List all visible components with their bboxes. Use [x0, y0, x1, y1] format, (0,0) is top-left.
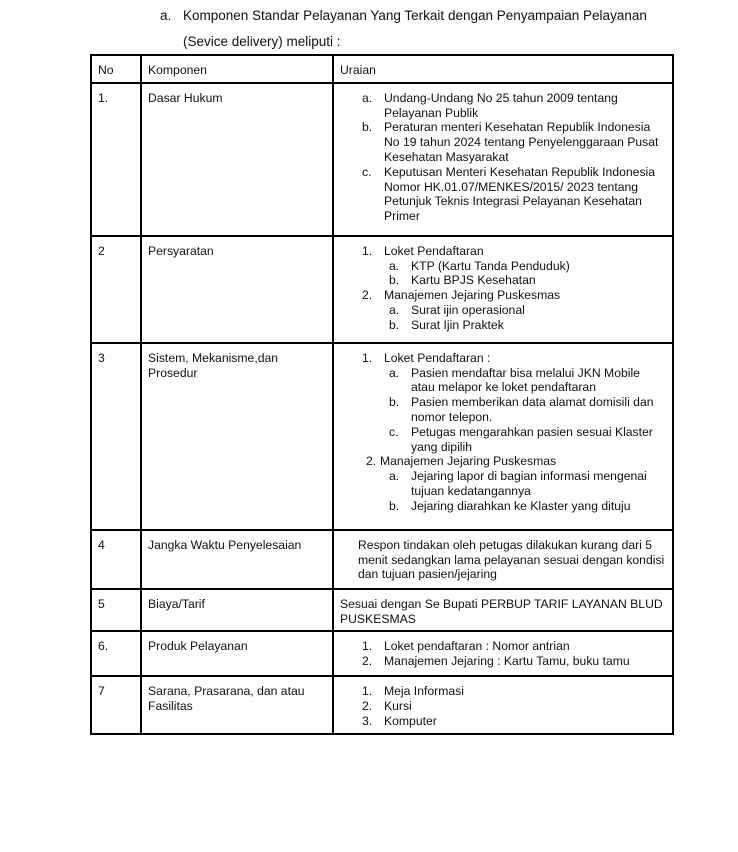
list-text: Loket pendaftaran : Nomor antrian [384, 639, 570, 654]
list-marker: a. [389, 302, 400, 317]
cell-no: 7 [91, 676, 141, 733]
cell-komponen: Sarana, Prasarana, dan atau Fasilitas [141, 676, 333, 733]
list-marker: b. [362, 120, 373, 135]
list-marker: 3. [362, 713, 373, 728]
list-item [340, 654, 666, 669]
list-text: Surat ijin operasional [411, 302, 525, 317]
cell-no: 1. [91, 83, 141, 236]
table-row [91, 343, 673, 530]
cell-uraian [333, 676, 673, 733]
table-header-row [91, 55, 673, 83]
cell-komponen: Persyaratan [141, 236, 333, 343]
list-marker: 2. [366, 454, 377, 469]
list-marker: 2. [362, 654, 373, 669]
list-text: Manajemen Jejaring Puskesmas [380, 454, 557, 469]
standar-pelayanan-table [90, 54, 674, 735]
table-row [91, 530, 673, 589]
list-text: Keputusan Menteri Kesehatan Republik Indonesia Nomor HK.01.07/MENKES/2015/ 2023 tentang Petunjuk Teknis Integrasi Pelayanan Kesehatan Primer [384, 164, 656, 224]
cell-komponen: Sistem, Mekanisme,dan Prosedur [141, 343, 333, 530]
list-item [340, 165, 666, 224]
list-text: KTP (Kartu Tanda Penduduk) [411, 258, 570, 273]
list-text: Meja Informasi [384, 684, 464, 699]
intro-marker: a. [160, 8, 172, 23]
list-item [340, 351, 666, 366]
table-row [91, 83, 673, 236]
list-item [340, 699, 666, 714]
sub-list-item [340, 303, 666, 318]
cell-uraian [333, 83, 673, 236]
table-row [91, 589, 673, 632]
table-row [91, 236, 673, 343]
cell-uraian [333, 589, 673, 632]
uraian-text: Sesuai dengan Se Bupati PERBUP TARIF LAYANAN BLUD PUSKESMAS [340, 596, 663, 626]
sub-list-item [340, 366, 666, 396]
list-marker: a. [389, 365, 400, 380]
cell-no: 4 [91, 530, 141, 589]
list-text: Surat Ijin Praktek [411, 317, 504, 332]
cell-uraian [333, 631, 673, 676]
list-marker: b. [389, 498, 400, 513]
cell-komponen: Biaya/Tarif [141, 589, 333, 632]
intro-text-1: Komponen Standar Pelayanan Yang Terkait dengan Penyampaian Pelayanan [183, 8, 647, 23]
intro-line-2: (Sevice delivery) meliputi : [183, 34, 341, 49]
uraian-text: Respon tindakan oleh petugas dilakukan kurang dari 5 menit sedangkan lama pelayanan sesuai dengan kondisi dan tujuan pasien/jejaring [358, 537, 665, 582]
sub-list-item [340, 469, 666, 499]
cell-uraian [333, 343, 673, 530]
list-text: Pasien memberikan data alamat domisili dan nomor telepon. [411, 395, 654, 424]
list-marker: b. [389, 395, 400, 410]
list-marker: a. [389, 469, 400, 484]
list-text: Komputer [384, 713, 437, 728]
list-marker: 1. [362, 639, 373, 654]
list-marker: 2. [362, 288, 373, 303]
header-no: No [91, 55, 141, 83]
list-text: Jejaring diarahkan ke Klaster yang dituju [411, 498, 631, 513]
intro-heading [160, 5, 720, 53]
list-marker: 1. [362, 350, 373, 365]
cell-no: 5 [91, 589, 141, 632]
sub-list-item [340, 395, 666, 425]
list-item [340, 288, 666, 303]
list-item [340, 91, 666, 121]
header-komponen: Komponen [141, 55, 333, 83]
list-text: Pasien mendaftar bisa melalui JKN Mobile atau melapor ke loket pendaftaran [411, 365, 640, 395]
list-marker: 1. [362, 684, 373, 699]
cell-no: 2 [91, 236, 141, 343]
intro-line-1 [160, 5, 720, 27]
list-text: Jejaring lapor di bagian informasi mengenai tujuan kedatangannya [411, 469, 647, 498]
list-text: Kursi [384, 699, 412, 714]
sub-list-item [340, 273, 666, 288]
list-text: Manajemen Jejaring Puskesmas [384, 288, 561, 303]
sub-list-item [340, 425, 666, 455]
sub-list-item [340, 318, 666, 333]
cell-uraian [333, 530, 673, 589]
list-item [340, 639, 666, 654]
list-item [340, 454, 666, 469]
cell-uraian [333, 236, 673, 343]
list-marker: b. [389, 273, 400, 288]
list-marker: 1. [362, 243, 373, 258]
list-text: Loket Pendaftaran [384, 243, 484, 258]
list-marker: a. [389, 258, 400, 273]
list-text: Undang-Undang No 25 tahun 2009 tentang Pelayanan Publik [384, 90, 618, 120]
list-marker: a. [362, 90, 373, 105]
list-marker: c. [362, 164, 372, 179]
list-marker: 2. [362, 699, 373, 714]
cell-komponen: Produk Pelayanan [141, 631, 333, 676]
list-text: Loket Pendaftaran : [384, 350, 491, 365]
list-item [340, 120, 666, 164]
list-item [340, 244, 666, 259]
list-text: Petugas mengarahkan pasien sesuai Klaster yang dipilih [411, 424, 653, 454]
list-text: Manajemen Jejaring : Kartu Tamu, buku tamu [384, 654, 630, 669]
sub-list-item [340, 259, 666, 274]
list-marker: c. [389, 424, 399, 439]
list-item [340, 714, 666, 729]
list-text: Peraturan menteri Kesehatan Republik Indonesia No 19 tahun 2024 tentang Penyelenggaraan Pusat Kesehatan Masyarakat [384, 120, 659, 164]
list-item [340, 684, 666, 699]
table-row [91, 676, 673, 733]
header-uraian: Uraian [333, 55, 673, 83]
sub-list-item [340, 499, 666, 514]
cell-no: 3 [91, 343, 141, 530]
list-text: Kartu BPJS Kesehatan [411, 273, 536, 288]
cell-komponen: Jangka Waktu Penyelesaian [141, 530, 333, 589]
cell-komponen: Dasar Hukum [141, 83, 333, 236]
table-row [91, 631, 673, 676]
list-marker: b. [389, 317, 400, 332]
cell-no: 6. [91, 631, 141, 676]
